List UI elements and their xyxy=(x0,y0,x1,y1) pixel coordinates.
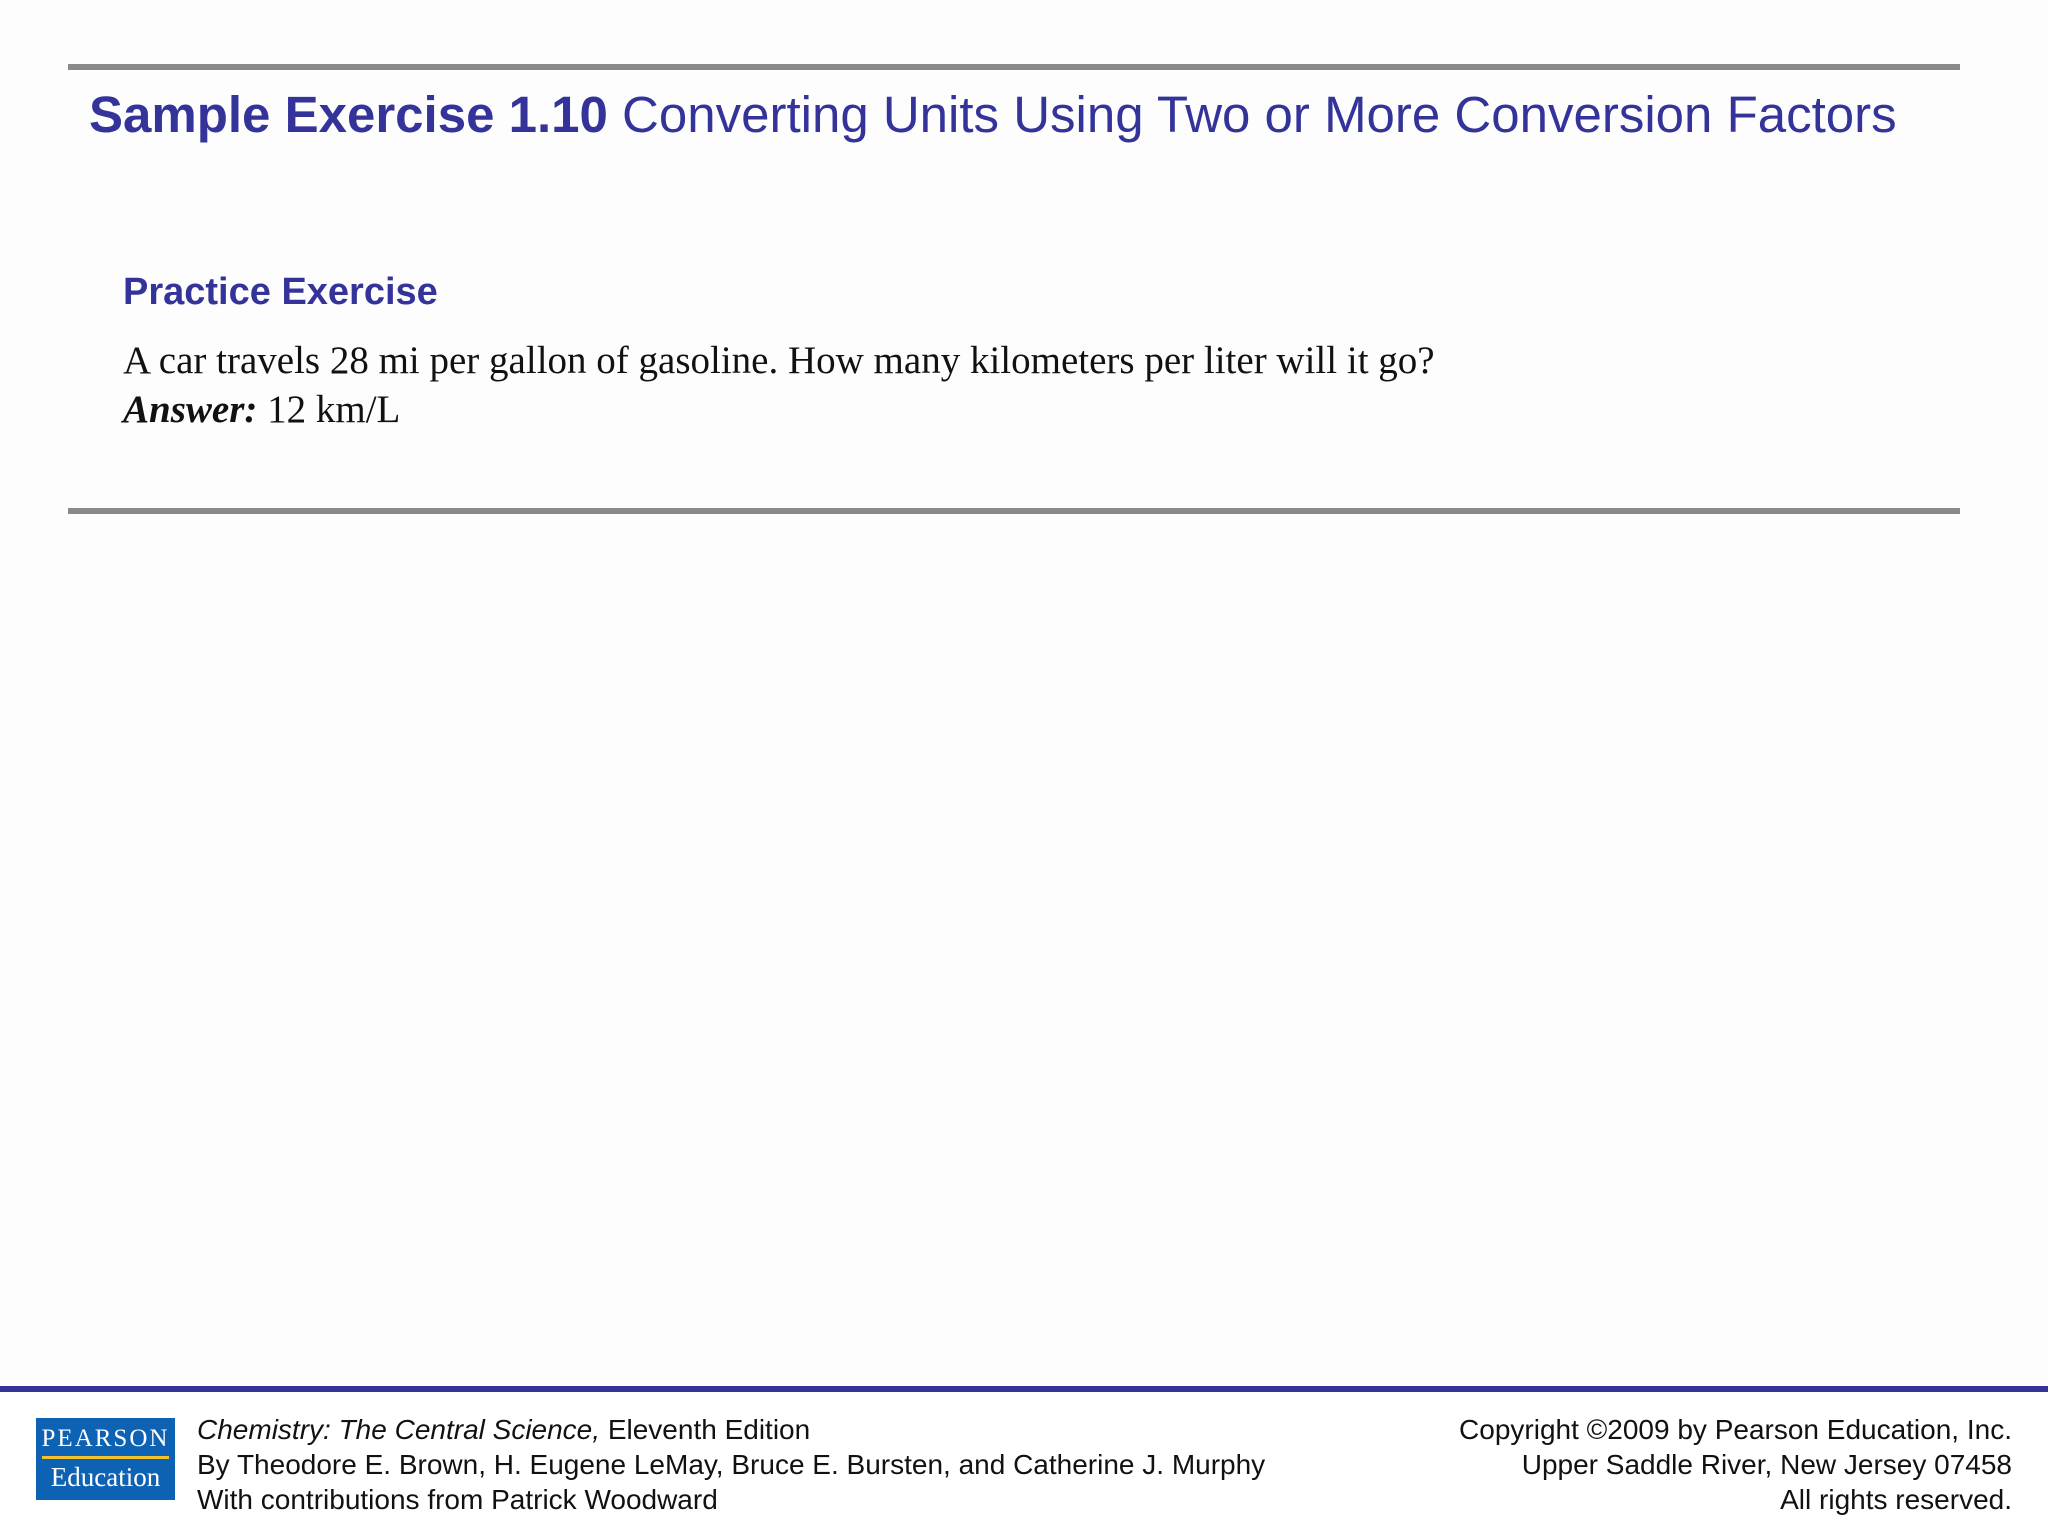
logo-bottom-text: Education xyxy=(50,1462,161,1492)
footer-bar xyxy=(0,1386,2048,1392)
logo-top-text: PEARSON xyxy=(41,1425,170,1452)
answer-value: 12 km/L xyxy=(267,388,401,431)
answer-label: Answer: xyxy=(123,388,258,431)
slide-title xyxy=(89,80,1969,150)
copyright-line-3: All rights reserved. xyxy=(1780,1484,2012,1515)
copyright-notice xyxy=(1459,1412,2012,1517)
book-title-line xyxy=(197,1412,1265,1447)
top-divider xyxy=(68,64,1960,70)
book-edition: Eleventh Edition xyxy=(607,1414,811,1445)
slide-title-number: Sample Exercise 1.10 xyxy=(89,86,608,143)
book-authors: By Theodore E. Brown, H. Eugene LeMay, Bruce E. Bursten, and Catherine J. Murphy xyxy=(197,1449,1266,1480)
copyright-line-2: Upper Saddle River, New Jersey 07458 xyxy=(1521,1449,2012,1480)
book-contributions: With contributions from Patrick Woodward xyxy=(197,1484,718,1515)
pearson-education-logo xyxy=(36,1418,175,1500)
practice-question: A car travels 28 mi per gallon of gasoline. How many kilometers per liter will it go? xyxy=(123,339,1435,382)
footer xyxy=(0,1386,2048,1536)
slide-title-topic: Converting Units Using Two or More Conversion Factors xyxy=(622,86,1897,143)
practice-answer xyxy=(123,385,400,435)
bottom-divider xyxy=(68,508,1960,514)
book-info xyxy=(197,1412,1265,1517)
practice-exercise-heading: Practice Exercise xyxy=(123,271,438,313)
copyright-line-1: Copyright ©2009 by Pearson Education, Inc. xyxy=(1459,1414,2012,1445)
book-title: Chemistry: The Central Science, xyxy=(197,1414,601,1445)
